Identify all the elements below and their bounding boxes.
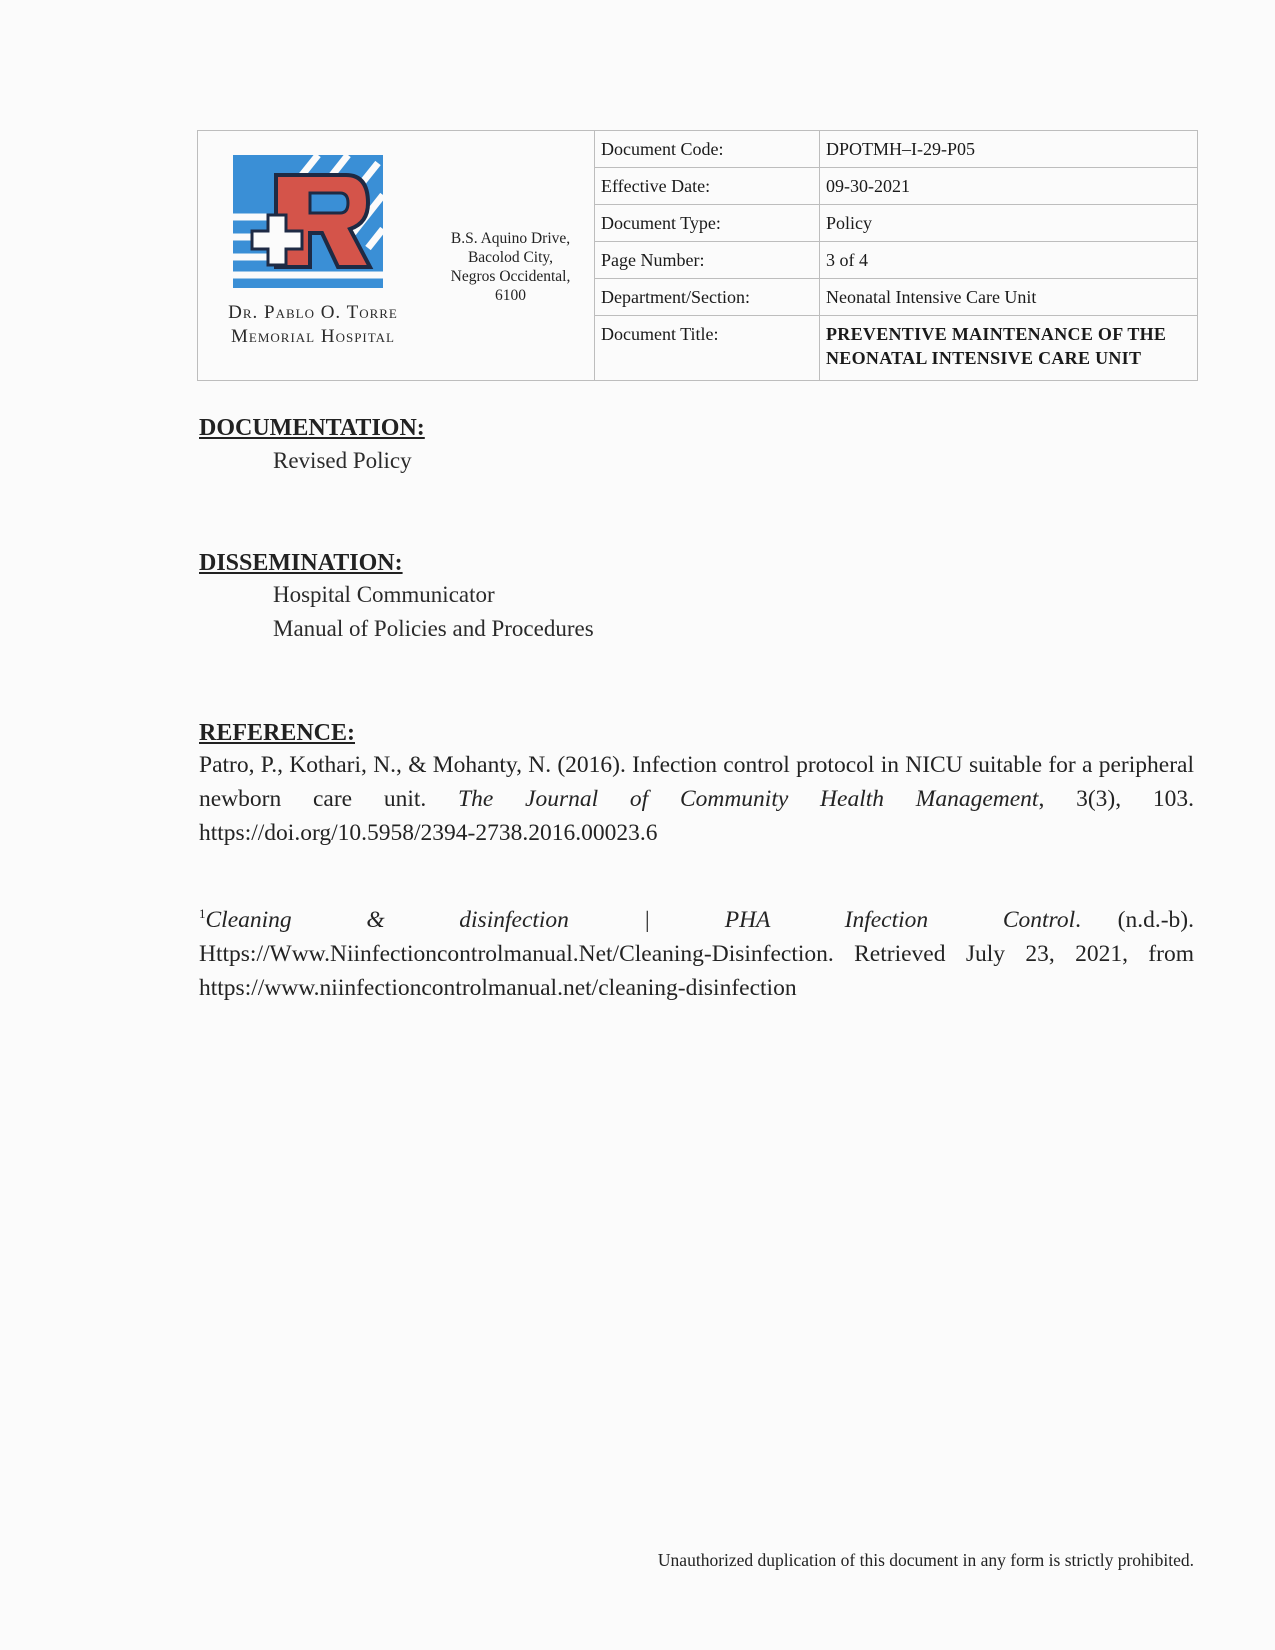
ref2-details: . (n.d.-b). Https://Www.Niinfectioncontrolmanual.Net/Cleaning-Disinfection. Retrieved July 23, 2021, from https://www.niinfectioncontrolmanual.net/cleaning-disinfection bbox=[199, 906, 1194, 1001]
dissemination-item: Manual of Policies and Procedures bbox=[273, 616, 594, 641]
address-line: Negros Occidental, bbox=[450, 268, 571, 285]
dissemination-item: Hospital Communicator bbox=[273, 582, 495, 607]
ref1-journal: The Journal of Community Health Management bbox=[458, 786, 1039, 812]
reference-heading: REFERENCE: bbox=[199, 720, 356, 746]
document-title-value: PREVENTIVE MAINTENANCE OF THE NEONATAL INTENSIVE CARE UNIT bbox=[820, 316, 1198, 381]
hospital-name-line1: Dr. Pablo O. Torre bbox=[228, 302, 398, 323]
document-title-label: Document Title: bbox=[595, 316, 820, 381]
hospital-address bbox=[428, 229, 593, 305]
ref2-title: Cleaning & disinfection | PHA Infection Control bbox=[205, 906, 1076, 933]
hospital-name-line2: Memorial Hospital bbox=[231, 326, 395, 347]
document-type-value: Policy bbox=[820, 205, 1198, 242]
hospital-name bbox=[198, 301, 428, 349]
department-value: Neonatal Intensive Care Unit bbox=[820, 279, 1198, 316]
address-line: Bacolod City, bbox=[467, 249, 554, 266]
page-number-label: Page Number: bbox=[595, 242, 820, 279]
document-type-label: Document Type: bbox=[595, 205, 820, 242]
reference-entry-2 bbox=[199, 897, 1194, 1005]
duplication-notice: Unauthorized duplication of this document in any form is strictly prohibited. bbox=[657, 1550, 1194, 1570]
effective-date-label: Effective Date: bbox=[595, 168, 820, 205]
document-code-value: DPOTMH–I-29-P05 bbox=[820, 131, 1198, 168]
address-line: B.S. Aquino Drive, bbox=[450, 230, 571, 247]
document-code-label: Document Code: bbox=[595, 131, 820, 168]
document-header-table bbox=[197, 130, 1198, 381]
address-line: 6100 bbox=[495, 287, 526, 304]
dissemination-heading: DISSEMINATION: bbox=[199, 550, 403, 576]
effective-date-value: 09-30-2021 bbox=[820, 168, 1198, 205]
reference-entry-1 bbox=[199, 748, 1194, 850]
ref1-details: , 3(3), 103. https://doi.org/10.5958/2394-2738.2016.00023.6 bbox=[199, 786, 1195, 846]
reference-section bbox=[199, 719, 1199, 747]
hospital-identity-cell bbox=[198, 131, 595, 381]
documentation-section bbox=[199, 414, 1199, 478]
ref2-superscript: 1 bbox=[199, 906, 206, 921]
page-number-value: 3 of 4 bbox=[820, 242, 1198, 279]
dissemination-section bbox=[199, 549, 1199, 646]
documentation-heading: DOCUMENTATION: bbox=[199, 415, 425, 441]
documentation-item: Revised Policy bbox=[273, 448, 412, 473]
department-label: Department/Section: bbox=[595, 279, 820, 316]
ref1-authors: Patro, P., Kothari, N., & Mohanty, N. (2016). Infection control protocol in NICU suitable for a peripheral newborn care unit. bbox=[199, 752, 1194, 812]
